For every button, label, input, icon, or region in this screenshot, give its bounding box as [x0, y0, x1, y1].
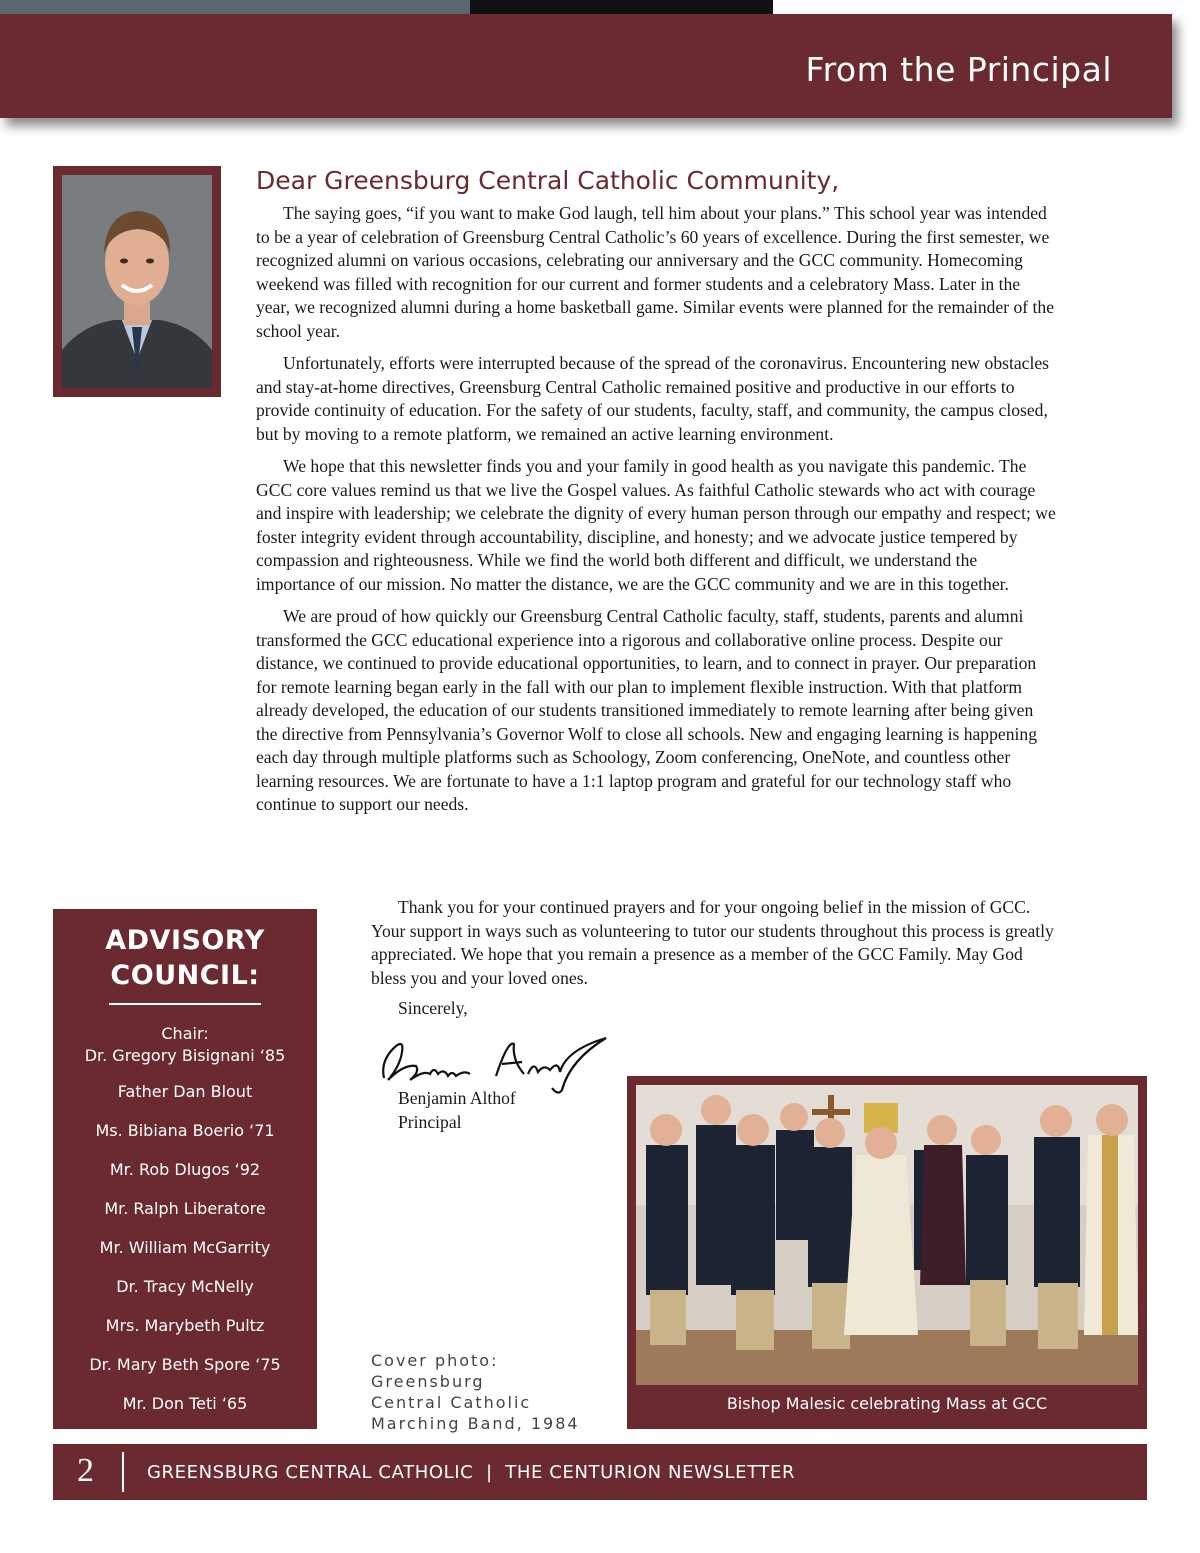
council-chair-name: Dr. Gregory Bisignani ‘85 — [84, 1046, 286, 1065]
footer-band — [53, 1444, 1147, 1500]
council-member: Mr. Rob Dlugos ‘92 — [109, 1160, 261, 1179]
council-chair — [53, 1023, 317, 1067]
cover-photo-caption — [371, 1350, 580, 1434]
mass-photo-caption: Bishop Malesic celebrating Mass at GCC — [726, 1394, 1048, 1413]
council-title-line-2: COUNCIL: — [110, 960, 260, 991]
council-member: Mr. Don Teti ‘65 — [122, 1394, 248, 1413]
council-title-line-1: ADVISORY — [105, 925, 265, 956]
council-member: Dr. Tracy McNelly — [116, 1277, 254, 1296]
mass-photo-frame — [627, 1076, 1147, 1429]
council-member: Mr. Ralph Liberatore — [104, 1199, 266, 1218]
letter-closing: Sincerely, — [398, 998, 468, 1018]
council-member: Mrs. Marybeth Pultz — [105, 1316, 265, 1335]
letter-paragraph-1: The saying goes, “if you want to make God laugh, tell him about your plans.” This school year was intended to be a year of celebration of Greensburg Central Catholic’s 60 years of excellence. During the first semester, we recognized alumni on various occasions, celebrating our anniversary and the GCC community. Homecoming weekend was filled with recognition for our current and former students and a celebratory Mass. Later in the year, we recognized alumni during a home basketball game. Similar events were planned for the remainder of the school year. — [256, 203, 1055, 341]
mass-group-photo — [636, 1085, 1138, 1385]
council-member: Father Dan Blout — [117, 1082, 253, 1101]
section-title: From the Principal — [805, 50, 1112, 89]
council-member: Mr. William McGarrity — [99, 1238, 271, 1257]
cover-caption-line: Central Catholic — [371, 1393, 532, 1412]
letter-salutation: Dear Greensburg Central Catholic Community, — [256, 166, 840, 195]
council-member: Ms. Bibiana Boerio ‘71 — [95, 1121, 275, 1140]
letter-paragraph-2: Unfortunately, efforts were interrupted because of the spread of the coronavirus. Encountering new obstacles and stay-at-home directives, Greensburg Central Catholic remained positive and productive in our efforts to provide continuity of education. For the safety of our students, faculty, staff, and community, the campus closed, but by moving to a remote platform, we remained an active learning environment. — [256, 353, 1050, 444]
page-number: 2 — [77, 1452, 94, 1489]
signer-title: Principal — [398, 1112, 462, 1132]
advisory-council-title — [53, 923, 317, 993]
portrait-illustration — [62, 175, 212, 388]
footer-publication-title: GREENSBURG CENTRAL CATHOLIC | THE CENTURION NEWSLETTER — [147, 1462, 796, 1483]
signer-name: Benjamin Althof — [398, 1088, 516, 1108]
letter-paragraph-5: Thank you for your continued prayers and for your ongoing belief in the mission of GCC. Your support in ways such as volunteering to tutor our students throughout this process is greatly appreciated. We hope that you remain a presence as a member of the GCC Family. May God bless you and your loved ones. — [371, 897, 1054, 988]
principal-portrait-frame — [53, 166, 221, 397]
cover-caption-line: Marching Band, 1984 — [371, 1414, 580, 1433]
council-divider — [109, 1003, 261, 1005]
letter-paragraph-4: We are proud of how quickly our Greensburg Central Catholic faculty, staff, students, parents and alumni transformed the GCC educational experience into a rigorous and collaborative online process. Despite our distance, we continued to provide educational opportunities, to learn, and to connect in prayer. Our preparation for remote learning began early in the fall with our plan to implement flexible instruction. With that platform already developed, the education of our students transitioned immediately to remote learning after being given the directive from Pennsylvania’s Governor Wolf to close all schools. New and engaging learning is happening each day through multiple platforms such as Schoology, Zoom conferencing, OneNote, and countless other learning resources. We are fortunate to have a 1:1 laptop program and grateful for our technology staff who continue to support our needs. — [256, 606, 1037, 814]
cover-caption-line: Cover photo: — [371, 1351, 499, 1370]
letter-body-continued — [371, 896, 1061, 999]
cover-caption-line: Greensburg — [371, 1372, 485, 1391]
council-chair-label: Chair: — [161, 1024, 209, 1043]
group-photo-illustration — [636, 1085, 1138, 1385]
letter-paragraph-3: We hope that this newsletter finds you and your family in good health as you navigate this pandemic. The GCC core values remind us that we live the Gospel values. As faithful Catholic stewards who act with courage and inspire with leadership; we celebrate the dignity of every human person through our empathy and respect; we foster integrity evident through accountability, discipline, and honesty; and we advocate justice tempered by compassion and righteousness. While we find the world both different and difficult, we understand the importance of our mission. No matter the distance, we are the GCC community and we are in this together. — [256, 456, 1056, 594]
council-member: Dr. Mary Beth Spore ‘75 — [89, 1355, 281, 1374]
signer-block — [398, 1086, 516, 1134]
letter-body — [256, 202, 1056, 826]
principal-portrait-photo — [62, 175, 212, 388]
header-band — [0, 14, 1172, 118]
footer-divider — [122, 1452, 124, 1492]
advisory-council-panel — [53, 909, 317, 1429]
